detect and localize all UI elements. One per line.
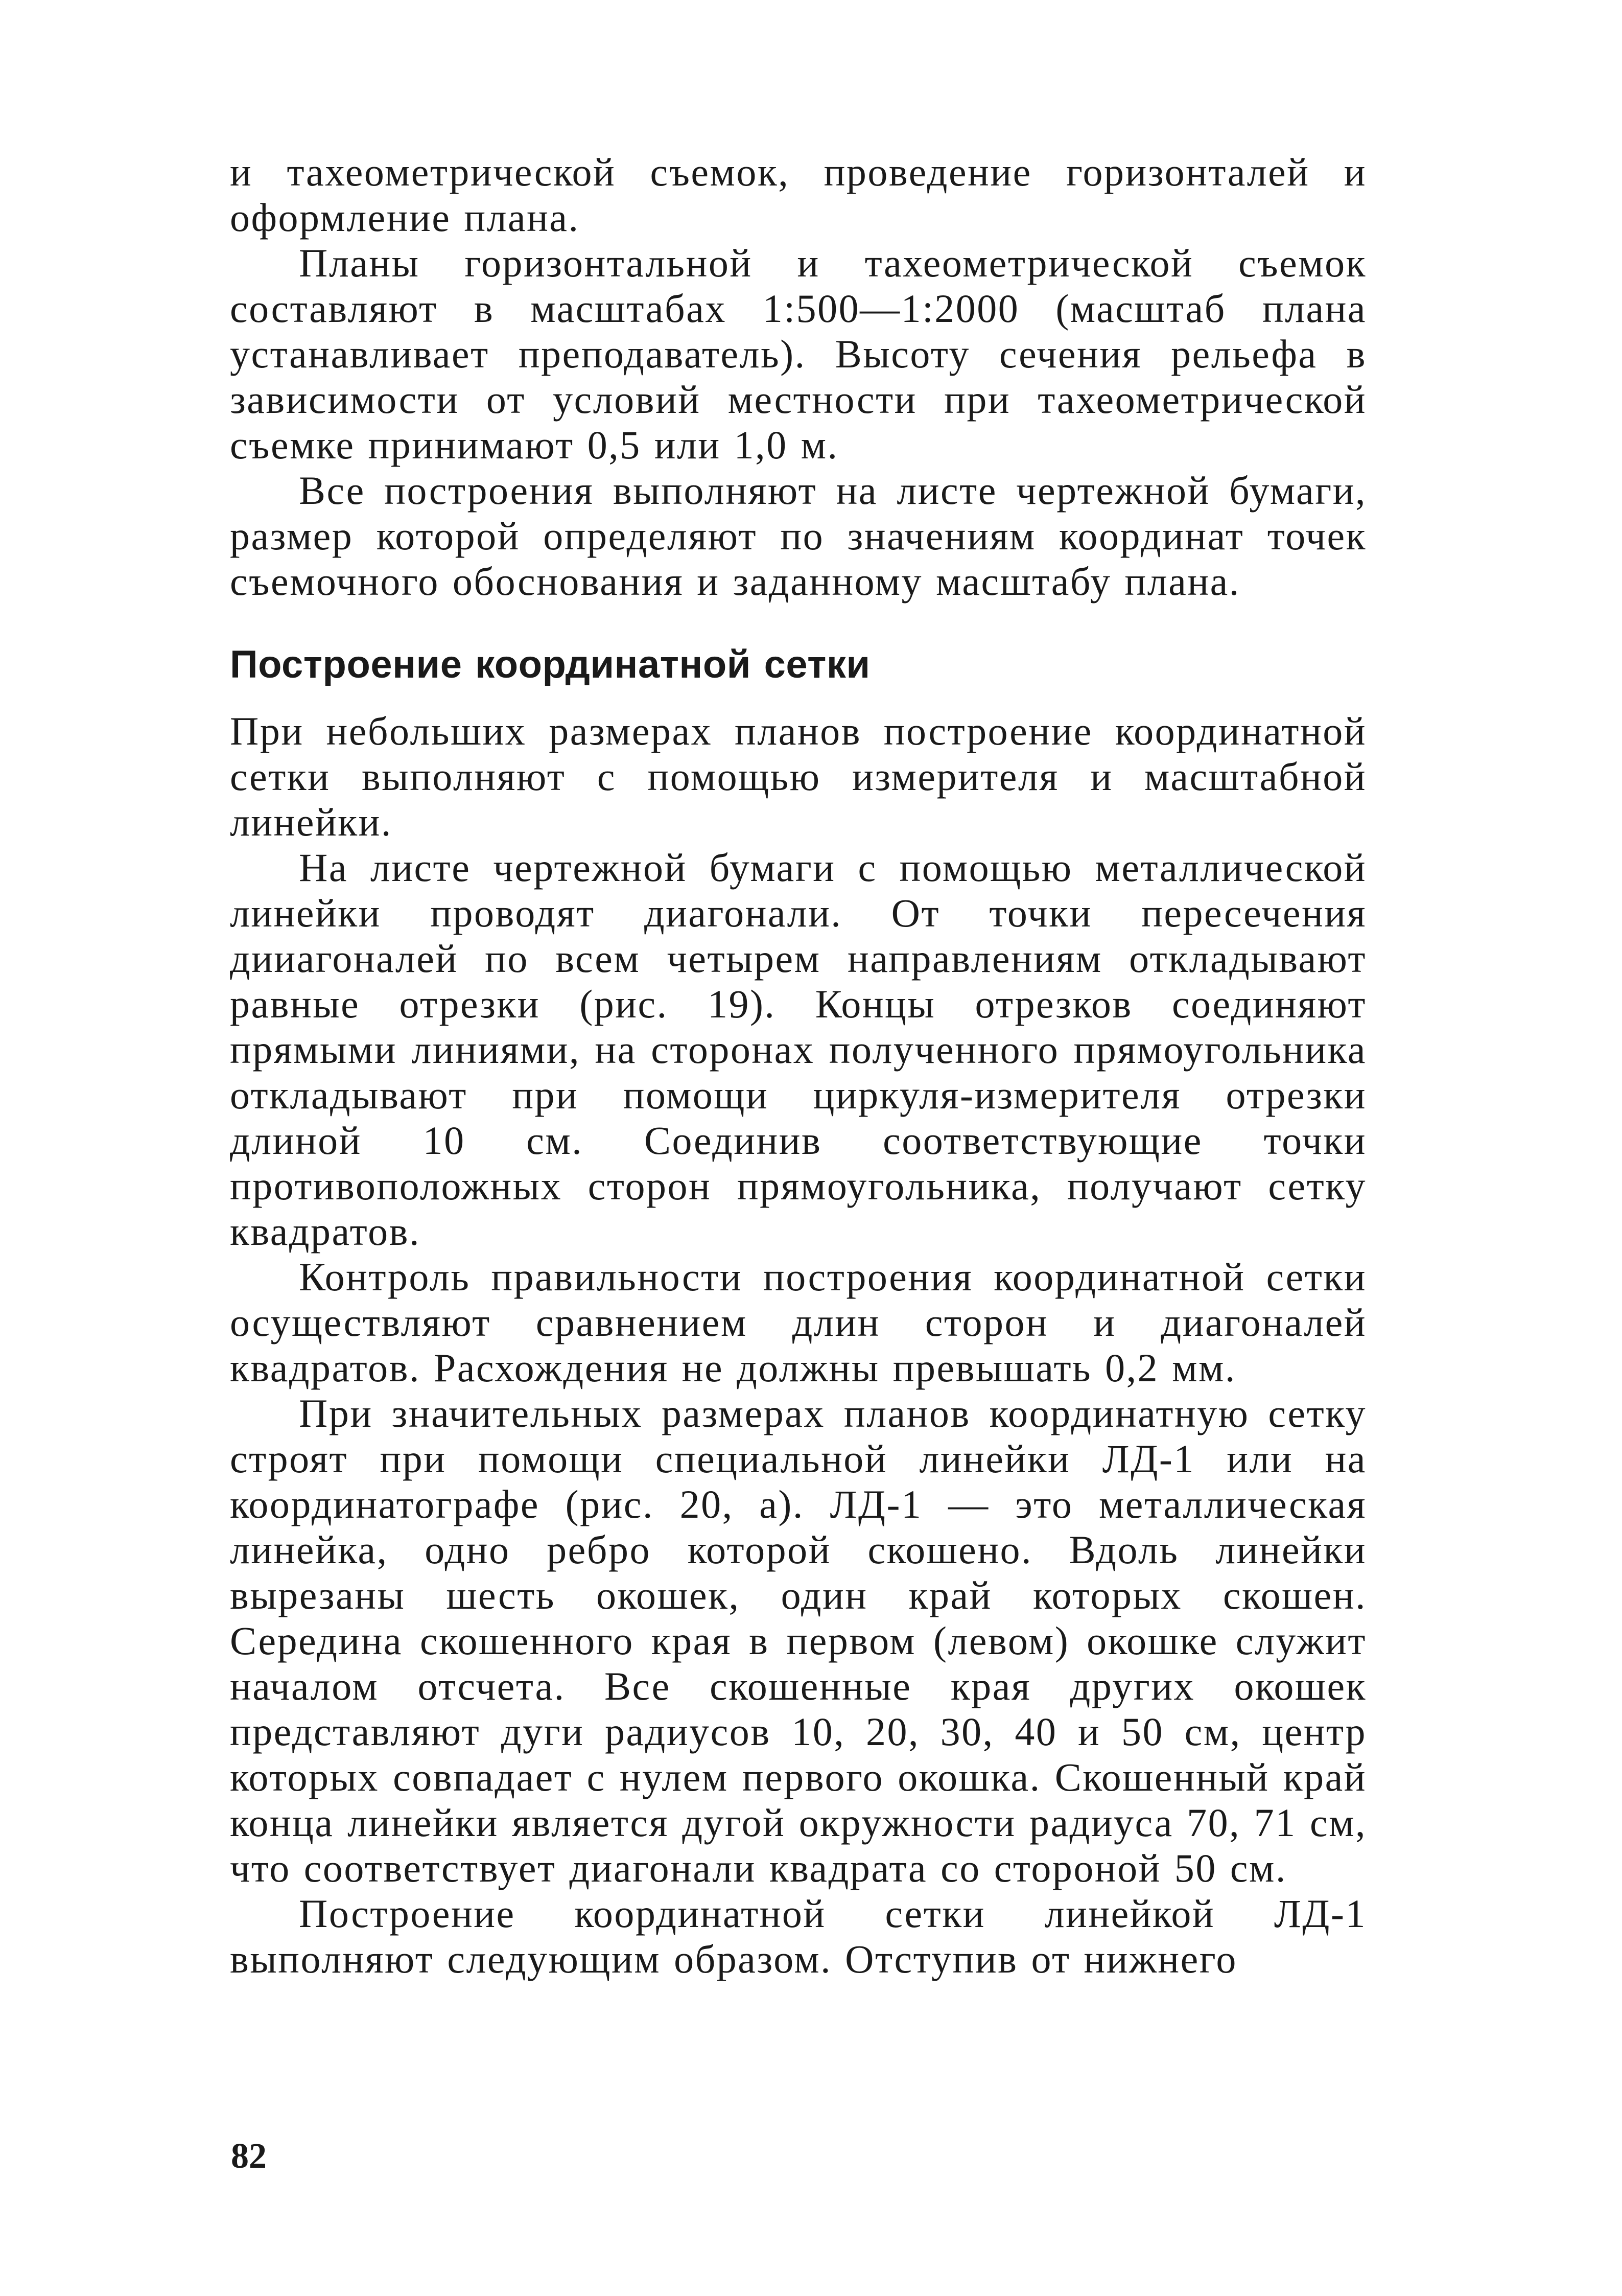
text-column xyxy=(230,149,1367,1982)
paragraph-diagonals: На листе чертежной бумаги с помощью металлической линейки проводят диагонали. От точки пересечения дииагоналей по всем четырем направлениям откладывают равные отрезки (рис. 19). Концы отрезков соединяют прямыми линиями, на сторонах полученного прямоугольника откладывают при помощи циркуля-измерителя отрезки длиной 10 см. Соединив соответствующие точки противоположных сторон прямоугольника, получают сетку квадратов. xyxy=(230,845,1367,1254)
paragraph-continuation: и тахеометрической съемок, проведение горизонталей и оформление плана. xyxy=(230,150,1367,240)
page-number: 82 xyxy=(231,2137,267,2176)
paragraph-small-plans: При небольших размерах планов построение координатной сетки выполняют с помощью измерителя и масштабной линейки. xyxy=(230,709,1367,844)
paragraph-ld1-procedure: Построение координатной сетки линейкой ЛД-1 выполняют следующим образом. Отступив от нижнего xyxy=(230,1891,1367,1981)
section-heading: Построение координатной сетки xyxy=(230,643,871,686)
paragraph-ld1-ruler: При значительных размерах планов координатную сетку строят при помощи специальной линейки ЛД-1 или на координатографе (рис. 20, а). ЛД-1 — это металлическая линейка, одно ребро которой скошено. Вдоль линейки вырезаны шесть окошек, один край которых скошен. Середина скошенного края в первом (левом) окошке служит началом отсчета. Все скошенные края других окошек представляют дуги радиусов 10, 20, 30, 40 и 50 см, центр которых совпадает с нулем первого окошка. Скошенный край конца линейки является дугой окружности радиуса 70, 71 см, что соответствует диагонали квадрата со стороной 50 см. xyxy=(230,1391,1367,1890)
paragraph-plan-scales: Планы горизонтальной и тахеометрической съемок составляют в масштабах 1:500—1:2000 (масштаб плана устанавливает преподаватель). Высоту сечения рельефа в зависимости от условий местности при тахеометрической съемке принимают 0,5 или 1,0 м. xyxy=(230,241,1367,467)
paragraph-drawing-sheet: Все построения выполняют на листе чертежной бумаги, размер которой определяют по значениям координат точек съемочного обоснования и заданному масштабу плана. xyxy=(230,468,1367,604)
paragraph-control: Контроль правильности построения координатной сетки осуществляют сравнением длин сторон и диагоналей квадратов. Расхождения не должны превышать 0,2 мм. xyxy=(230,1255,1367,1390)
